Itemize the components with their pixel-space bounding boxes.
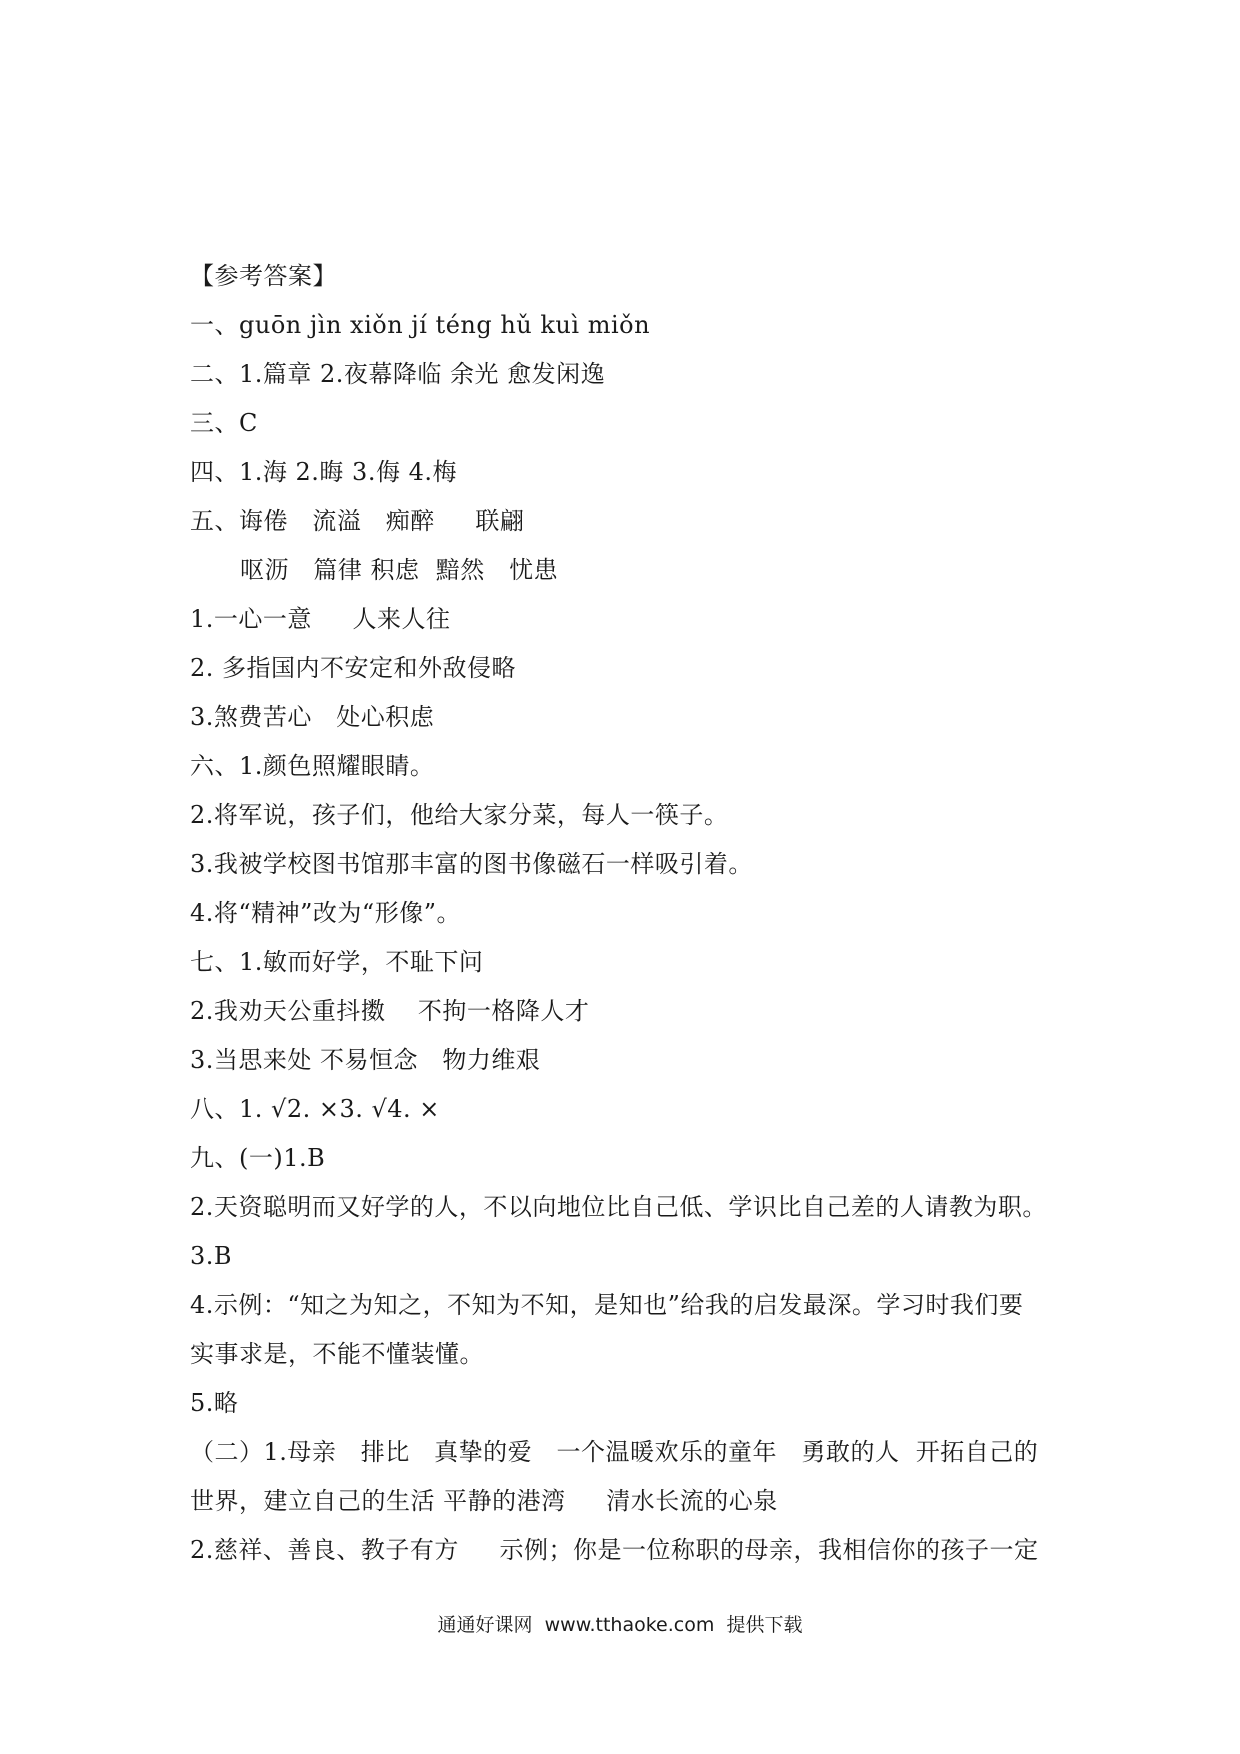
answer-line-6: 呕沥 篇律 积虑 黯然 忧患	[240, 556, 559, 584]
answer-line-20: 3.B	[190, 1242, 233, 1270]
page-footer: 通通好课网 www.tthaoke.com 提供下载	[437, 1614, 803, 1636]
answer-line-9: 3.煞费苦心 处心积虑	[190, 703, 435, 731]
answer-line-21: 4.示例：“知之为知之，不知为不知，是知也”给我的启发最深。学习时我们要	[190, 1291, 1024, 1319]
answer-line-3: 三、C	[190, 409, 258, 437]
answer-line-17: 八、1. √2. ×3. √4. ×	[190, 1095, 440, 1123]
answer-line-26: 2.慈祥、善良、教子有方 示例；你是一位称职的母亲，我相信你的孩子一定	[190, 1536, 1039, 1564]
answer-line-23: 5.略	[190, 1389, 239, 1417]
answer-line-7: 1.一心一意 人来人往	[190, 605, 451, 633]
answer-line-14: 七、1.敏而好学，不耻下问	[190, 948, 484, 976]
answer-line-10: 六、1.颜色照耀眼睛。	[190, 752, 435, 780]
answer-line-25: 世界，建立自己的生活 平静的港湾 清水长流的心泉	[190, 1487, 778, 1515]
answer-line-13: 4.将“精神”改为“形像”。	[190, 899, 461, 927]
answer-line-19: 2.天资聪明而又好学的人，不以向地位比自己低、学识比自己差的人请教为职。	[190, 1193, 1047, 1221]
answer-line-11: 2.将军说，孩子们，他给大家分菜，每人一筷子。	[190, 801, 729, 829]
section-heading: 【参考答案】	[190, 262, 337, 290]
answer-line-2: 二、1.篇章 2.夜幕降临 余光 愈发闲逸	[190, 360, 606, 388]
answer-line-22: 实事求是，不能不懂装懂。	[190, 1340, 484, 1368]
answer-line-12: 3.我被学校图书馆那丰富的图书像磁石一样吸引着。	[190, 850, 753, 878]
answer-key-body	[190, 252, 1090, 1575]
answer-line-4: 四、1.海 2.晦 3.侮 4.梅	[190, 458, 457, 486]
answer-line-24: （二）1.母亲 排比 真挚的爱 一个温暖欢乐的童年 勇敢的人 开拓自己的	[190, 1438, 1039, 1466]
answer-line-16: 3.当思来处 不易恒念 物力维艰	[190, 1046, 541, 1074]
answer-line-5: 五、诲倦 流溢 痴醉 联翩	[190, 507, 525, 535]
answer-line-18: 九、(一)1.B	[190, 1144, 326, 1172]
answer-line-8: 2. 多指国内不安定和外敌侵略	[190, 654, 517, 682]
answer-line-1: 一、guōn jìn xiǒn jí téng hǔ kuì miǒn	[190, 311, 651, 339]
answer-line-15: 2.我劝天公重抖擞 不拘一格降人才	[190, 997, 590, 1025]
